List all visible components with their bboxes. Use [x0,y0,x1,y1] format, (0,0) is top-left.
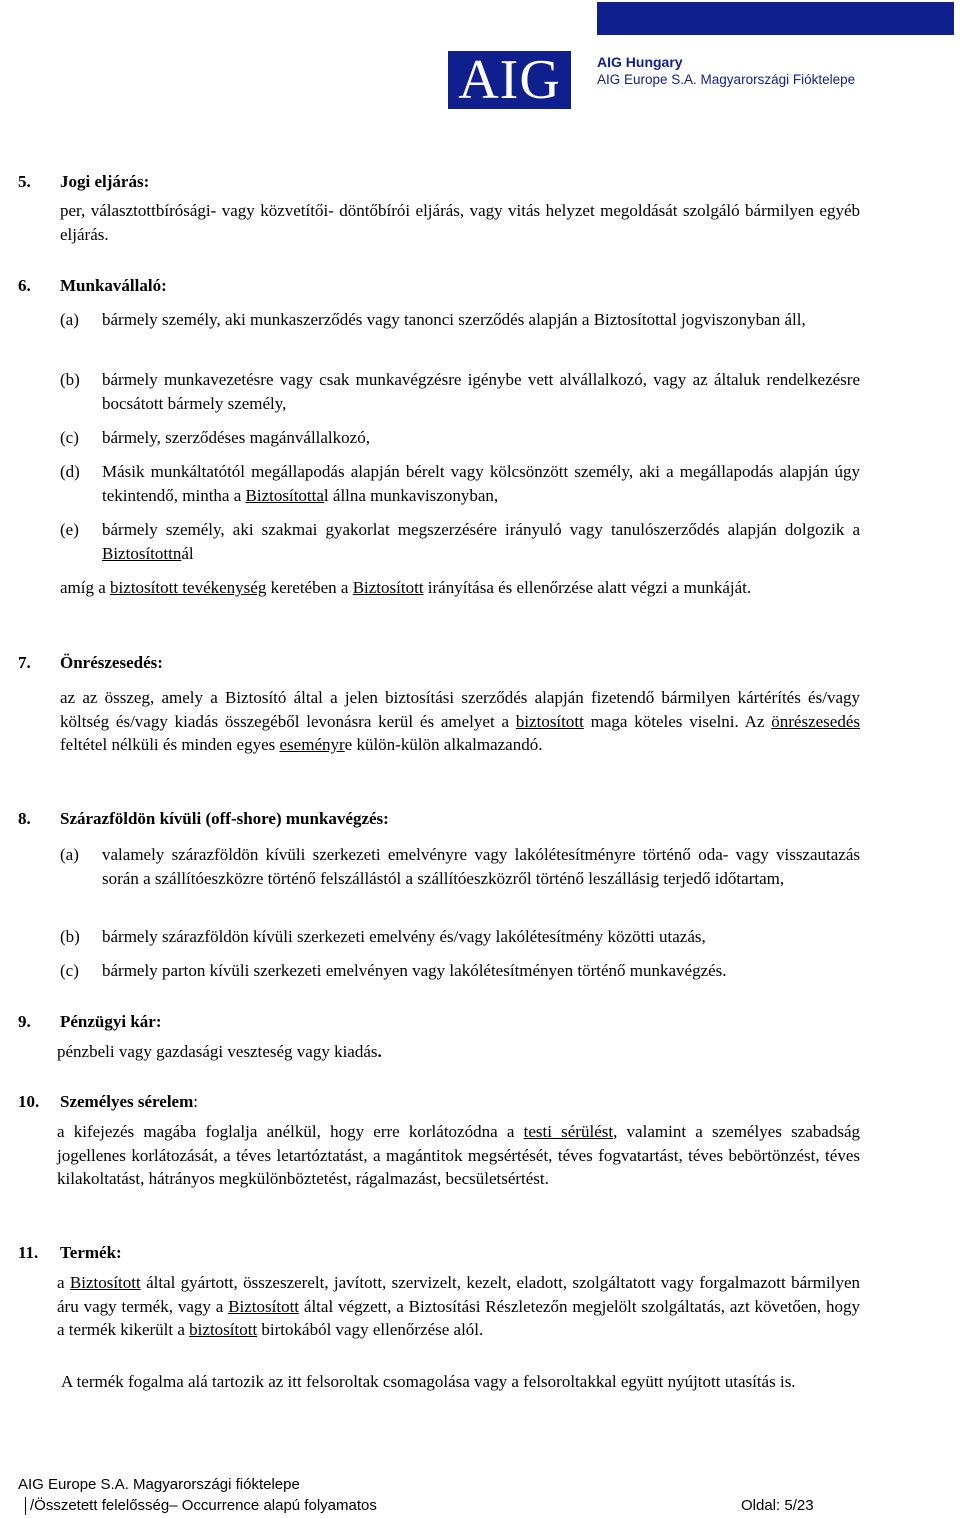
defined-term-link[interactable]: Biztosított [228,1296,300,1316]
section-number: 10. [18,1092,40,1111]
item-label: (e) [60,520,79,539]
text-run: feltétel nélküli és minden egyes [60,735,280,754]
text-run: e külön-külön alkalmazandó. [344,735,543,754]
item-label: (b) [60,927,80,946]
text-run: . [377,1042,382,1061]
defined-term-link[interactable]: biztosított tevékenység [110,578,267,597]
title-colon: : [193,1092,198,1111]
section-number: 9. [18,1012,31,1031]
section-6-tail [60,576,860,600]
text-run: l állna munkaviszonyban, [323,485,499,505]
section-number: 7. [18,653,31,672]
section-number: 11. [18,1243,39,1262]
text-run: pénzbeli vagy gazdasági veszteség vagy kiadás [57,1042,378,1061]
item-text: bármely parton kívüli szerkezeti emelvényen vagy lakólétesítményen történő munkavégzés. [102,961,727,980]
section-number: 6. [18,276,31,295]
section-title [60,1092,198,1112]
defined-term-link[interactable]: önrészesedés [771,711,860,731]
item-label: (c) [60,428,79,447]
item-label: (c) [60,961,79,980]
text-run: az az összeg, amely a Biztosító által a jelen biztosítási szerződés alapján fizetendő bármilyen kártérítés és/vagy költség és/vagy kiadás összegéből levonásra kerül és amelyet a [60,688,860,731]
text-run: ál [181,543,194,563]
section-title: Munkavállaló: [60,276,167,295]
item-text [102,518,860,565]
brand-name: AIG Hungary [597,54,683,70]
section-title: Pénzügyi kár: [60,1012,162,1031]
brand-block [597,54,855,88]
text-run: keretében a [266,578,353,597]
item-text: bármely személy, aki munkaszerződés vagy tanonci szerződés alapján a Biztosítottal jogviszonyban áll, [102,310,806,329]
defined-term-link[interactable]: testi sérülést [523,1122,614,1141]
footer-document-title: /Összetett felelősség– Occurrence alapú folyamatos [30,1497,377,1514]
section-10-body [57,1120,860,1191]
text-run: irányítása és ellenőrzése alatt végzi a munkáját. [423,578,752,597]
text-run: a kifejezés magába foglalja anélkül, hogy erre korlátozódna a [57,1122,524,1141]
section-11-note: A termék fogalma alá tartozik az itt felsoroltak csomagolása vagy a felsoroltakkal együtt nyújtott utasítás is. [61,1372,796,1391]
footer-divider [25,1497,26,1515]
section-7-body [60,686,860,757]
text-run: a [57,1273,70,1292]
section-number: 5. [18,172,31,191]
section-number: 8. [18,809,31,828]
section-5-body: per, választottbírósági- vagy közvetítői- döntőbírói eljárás, vagy vitás helyzet megoldását szolgáló bármilyen egyéb eljárás. [60,201,860,244]
text-run: Másik munkáltatótól megállapodás alapján bérelt vagy kölcsönzött személy, aki a megállapodás alapján úgy tekintendő, mintha a [102,462,860,505]
text-run: által gyártott, összeszerelt, javított, szervizelt, kezelt, eladott, szolgáltatott vagy forgalmazott bármilyen áru vagy termék, vagy a [57,1273,860,1316]
section-11-body [57,1271,860,1342]
header-bar [597,2,954,35]
section-9-body [57,1040,857,1064]
aig-logo: AIG [448,51,571,109]
section-title: Jogi eljárás: [60,172,150,191]
text-run: maga köteles viselni. Az [583,711,772,731]
item-label: (a) [60,845,79,864]
item-text [102,460,860,507]
text-run: birtokából vagy ellenőrzése alól. [257,1320,484,1339]
footer-company: AIG Europe S.A. Magyarországi fióktelepe [18,1476,300,1493]
defined-term-link[interactable]: Biztosítottn [102,543,182,563]
text-run: által végzett, a Biztosítási Részletezőn megjelölt szolgáltatás, azt követően, hogy a termék kikerült a [57,1296,860,1339]
defined-term-link[interactable]: biztosított [515,711,584,731]
section-title: Termék: [60,1243,122,1262]
text-run: , valamint a személyes szabadság jogellenes korlátozását, a téves letartóztatást, a magántitok megsértését, téves fogvatartást, téves bebörtönzést, téves kilakoltatást, hátrányos megkülönböztetést, rágalmazást, becsületsértést. [57,1122,860,1188]
item-label: (a) [60,310,79,329]
defined-term-link[interactable]: eseményr [279,735,345,754]
item-text: bármely szárazföldön kívüli szerkezeti emelvény és/vagy lakólétesítmény közötti utazás, [102,927,706,946]
brand-subtitle: AIG Europe S.A. Magyarországi Fióktelepe [597,72,856,87]
item-text: bármely munkavezetésre vagy csak munkavégzésre igénybe vett alvállalkozó, vagy az általuk rendelkezésre bocsátott bármely személy, [102,370,860,413]
footer-page-number: Oldal: 5/23 [741,1497,814,1514]
defined-term-link[interactable]: Biztosított [69,1273,141,1292]
item-label: (b) [60,370,80,389]
section-title: Szárazföldön kívüli (off-shore) munkavégzés: [60,809,389,828]
section-title: Önrészesedés: [60,653,163,672]
text-run: bármely személy, aki szakmai gyakorlat megszerzésére irányuló vagy tanulószerződés alapján dolgozik a [102,520,860,539]
text-run: amíg a [60,578,111,597]
defined-term-link[interactable]: Biztosított [352,578,424,597]
item-label: (d) [60,462,80,481]
defined-term-link[interactable]: Biztosította [245,485,324,505]
defined-term-link[interactable]: biztosított [189,1320,258,1339]
title-text: Személyes sérelem [60,1092,194,1111]
item-text: valamely szárazföldön kívüli szerkezeti emelvényre vagy lakólétesítményre történő oda- vagy visszautazás során a szállítóeszközre történő felszállástól a szállítóeszközről történő leszállásig terjedő időtartam, [102,845,860,888]
item-text: bármely, szerződéses magánvállalkozó, [102,428,370,447]
